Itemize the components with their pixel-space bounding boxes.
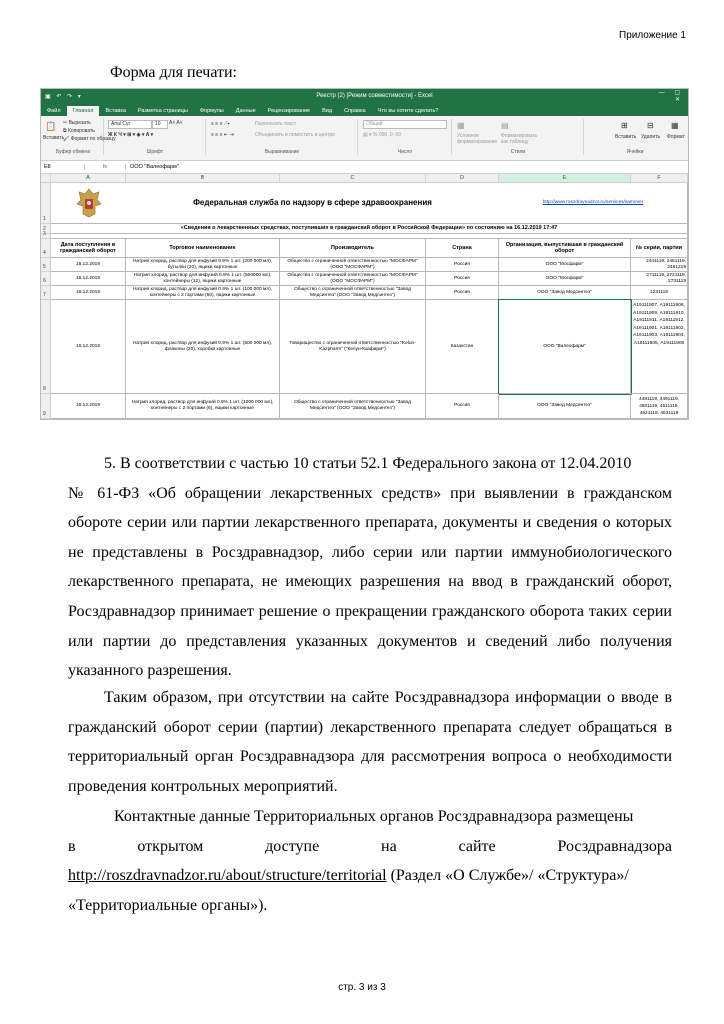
window-controls: — ▢ ✕ xyxy=(658,90,684,103)
page-number: стр. 3 из 3 xyxy=(338,982,386,993)
report-title: «Сведения о лекарственных средствах, поступивших в гражданский оборот в Российской Федерации» по состоянию на 16.12.2019 17:47 xyxy=(51,224,688,234)
tab-data[interactable]: Данные xyxy=(235,108,256,114)
fx-icon[interactable]: fx xyxy=(85,164,126,170)
table-cell-org[interactable]: ООО "Мосфарм" xyxy=(499,258,631,272)
window-title: Реестр (2) [Режим совместимости] - Excel xyxy=(316,93,433,99)
table-cell-org-selected[interactable]: ООО "Валеофарм" xyxy=(499,300,631,394)
tab-help[interactable]: Справка xyxy=(344,108,366,114)
group-styles-caption: Стили xyxy=(510,149,526,155)
insert-cells-button[interactable]: Вставить xyxy=(615,134,637,140)
table-cell-date[interactable]: 16.12.2019 xyxy=(51,300,126,394)
insert-cells-icon: ⊞ xyxy=(621,121,628,130)
row-number: 3 xyxy=(43,231,46,237)
row-header[interactable] xyxy=(41,239,51,258)
table-cell-maker[interactable]: Общество с ограниченной ответственностью "МОСФАРМ" (ООО "МОСФАРМ") xyxy=(280,272,426,286)
row-header[interactable] xyxy=(41,272,51,286)
table-cell-country[interactable]: Россия xyxy=(426,286,499,300)
word: сайте xyxy=(458,837,496,855)
table-cell-date[interactable]: 16.12.2019 xyxy=(51,258,126,272)
row-number: 5 xyxy=(43,264,46,270)
header-date: Дата поступления в гражданский оборот xyxy=(51,239,126,258)
number-buttons[interactable]: ▤ ▾ % 000 ,0 ,00 xyxy=(363,132,402,138)
column-header-f[interactable]: F xyxy=(631,174,688,183)
word: в xyxy=(68,837,76,855)
cut-label: Вырезать xyxy=(68,120,91,126)
group-font-caption: Шрифт xyxy=(146,149,164,155)
column-header-c[interactable]: C xyxy=(280,174,426,183)
merge-center-button[interactable]: Объединить и поместить в центре xyxy=(255,132,335,138)
table-cell-date[interactable]: 16.12.2019 xyxy=(51,272,126,286)
group-number-caption: Число xyxy=(397,149,413,155)
row-header[interactable] xyxy=(41,394,51,419)
corner-select-all[interactable] xyxy=(41,174,51,183)
emblem-cell xyxy=(51,183,126,224)
table-cell-maker[interactable]: Общество с ограниченной ответственностью "МОСФАРМ" (ООО "МОСФАРМ") xyxy=(280,258,426,272)
table-cell-org[interactable]: ООО "Завод Медсинтез" xyxy=(499,286,631,300)
name-box[interactable]: E8 xyxy=(41,164,85,170)
paragraph-1-body: № 61-ФЗ «Об обращении лекарственных средств» при выявлении в гражданском обороте серии или партии лекарственного препарата, документы и сведения о которых не представлены в Росздравнадзор, либо серии или партии иммунобиологического лекарственного препарата, не имеющих разрешения на ввод в гражданский оборот, Росздравнадзор принимает решение о прекращении гражданского оборота таких серии или партии до представления указанных документов и сведений либо получения указанного разрешения. xyxy=(68,484,672,680)
tab-view[interactable]: Вид xyxy=(322,108,333,114)
table-cell-name[interactable]: Натрия хлорид, раствор для инфузий 0.9% 1 шт. (200 000 мл), бутылки (20), ящики картонные xyxy=(126,258,280,272)
table-cell-series[interactable]: 4481119, 4491119, 4501119, 4511119, 4521119, 4531119 xyxy=(631,394,688,419)
paragraph-3-tail xyxy=(68,861,672,920)
row-number: 2 xyxy=(43,226,46,232)
align-horizontal-icons[interactable]: ≡ ≡ ≡ ⇤ ⇥ xyxy=(211,132,234,138)
tab-page-layout[interactable]: Разметка страницы xyxy=(137,108,188,114)
group-alignment-caption: Выравнивание xyxy=(264,149,300,155)
table-cell-maker[interactable]: Товарищество с ограниченной ответственностью "Kelun-Kazpharm" ("Келун-Казфарм") xyxy=(280,300,426,394)
group-cells xyxy=(585,119,685,155)
header-manufacturer: Производитель xyxy=(280,239,426,258)
russian-emblem-icon xyxy=(75,186,103,220)
row-number: 9 xyxy=(43,411,46,417)
tab-formulas[interactable]: Формулы xyxy=(199,108,224,114)
column-header-a[interactable]: A xyxy=(51,174,126,183)
table-cell-series[interactable]: А19111907, А19111908, А19111909, А19111910, А19111911, А19111912, А19111901, А19111902, А19111903, А19111904, А19111905, А19111906 xyxy=(631,300,688,394)
paragraph-3-tail-text: (Раздел «О Службе»/ «Структура»/ «Территориальные органы»). xyxy=(68,867,629,914)
quick-access-icons: ▣ ↶ ↷ ▾ xyxy=(45,93,83,100)
paragraph-1-first-line: 5. В соответствии с частью 10 статьи 52.1 Федерального закона от 12.04.2010 xyxy=(104,455,632,472)
table-cell-country[interactable]: Россия xyxy=(426,394,499,419)
table-cell-maker[interactable]: Общество с ограниченной ответственностью "Завод Медсинтез" (ООО "Завод Медсинтез") xyxy=(280,394,426,419)
table-cell-series[interactable]: 2441119, 2451119, 2461219 xyxy=(631,258,688,272)
worksheet-grid[interactable] xyxy=(41,174,688,419)
table-cell-name[interactable]: Натрия хлорид, раствор для инфузий 0.9% 1 шт. (100 000 мл), контейнеры с 2 портами (50), ящики картонные xyxy=(126,286,280,300)
paragraph-2: Таким образом, при отсутствии на сайте Росздравнадзора информации о вводе в гражданский оборот серии (партии) лекарственного препарата следует обращаться в территориальный орган Росздравнадзора для рассмотрения вопроса о необходимости проведения контрольных мероприятий. xyxy=(68,689,672,795)
form-title: Форма для печати: xyxy=(110,64,237,81)
tab-file[interactable]: Файл xyxy=(47,108,61,114)
table-cell-name[interactable]: Натрия хлорид, раствор для инфузий 0.9% 1 шт. (1000 000 мл), контейнеры с 2 портами (6), ящики картонные xyxy=(126,394,280,419)
copy-button[interactable]: ⧉ Копировать xyxy=(63,128,95,134)
word: на xyxy=(381,837,397,855)
row-number: 8 xyxy=(43,386,46,392)
territorial-link[interactable]: http://roszdravnadzor.ru/about/structure/territorial xyxy=(68,867,387,885)
group-alignment xyxy=(207,119,358,155)
excel-screenshot xyxy=(40,88,689,420)
paragraph-3-spaced-line xyxy=(68,832,672,862)
formula-bar xyxy=(41,161,688,174)
tab-home[interactable]: Главная xyxy=(67,106,100,116)
column-header-b[interactable]: B xyxy=(126,174,280,183)
group-styles xyxy=(453,119,584,155)
format-painter-label: Формат по образцу xyxy=(70,136,116,142)
format-painter-button[interactable]: 🖌 Формат по образцу xyxy=(63,136,116,142)
table-cell-series[interactable]: 2711119, 2721119, 2731119 xyxy=(631,272,688,286)
table-cell-org[interactable]: ООО "Завод Медсинтез" xyxy=(499,394,631,419)
row-header[interactable] xyxy=(41,300,51,394)
tab-review[interactable]: Рецензирование xyxy=(267,108,311,114)
format-cells-button[interactable]: Формат xyxy=(667,134,685,140)
row-header[interactable] xyxy=(41,258,51,272)
conditional-format-button[interactable]: Условное форматирование xyxy=(457,133,498,145)
delete-cells-icon: ⊟ xyxy=(647,121,654,130)
row-number: 6 xyxy=(43,278,46,284)
group-font xyxy=(105,119,206,155)
row-header[interactable] xyxy=(41,286,51,300)
conditional-format-icon: ▦ xyxy=(457,121,465,130)
word: открытом xyxy=(137,837,204,855)
header-series: № серии, партии xyxy=(631,239,688,258)
row-number: 7 xyxy=(43,292,46,298)
excel-titlebar xyxy=(41,89,688,103)
group-clipboard-caption: Буфер обмена xyxy=(56,149,90,155)
group-cells-caption: Ячейки xyxy=(626,149,644,155)
paste-icon: 📋 xyxy=(45,121,57,131)
table-cell-maker[interactable]: Общество с ограниченной ответственностью "Завод Медсинтез" (ООО "Завод Медсинтез") xyxy=(280,286,426,300)
paragraph-1 xyxy=(68,449,672,686)
table-cell-country[interactable]: Россия xyxy=(426,272,499,286)
table-cell-country[interactable]: Казахстан xyxy=(426,300,499,394)
paragraph-3 xyxy=(68,802,672,920)
delete-cells-button[interactable]: Удалить xyxy=(641,134,661,140)
table-cell-date[interactable]: 16.12.2019 xyxy=(51,394,126,419)
format-table-icon: ▤ xyxy=(501,121,509,130)
tab-insert[interactable]: Вставка xyxy=(105,108,126,114)
group-clipboard xyxy=(43,119,116,155)
ribbon xyxy=(41,116,688,161)
group-number xyxy=(359,119,452,155)
header-country: Страна xyxy=(426,239,499,258)
formula-input[interactable]: ООО "Валеофарм" xyxy=(130,164,179,170)
paragraph-3-first-line: Контактные данные Территориальных органов Росздравнадзора размещены xyxy=(114,808,634,825)
font-size-select[interactable]: 10 xyxy=(152,120,168,129)
header-trade-name: Торговое наименование xyxy=(126,239,280,258)
format-as-table-button[interactable]: Форматировать как таблицу xyxy=(501,133,538,145)
table-cell-name[interactable]: Натрия хлорид, раствор для инфузий 0.9% 1 шт. (500 000 мл), флаконы (20), коробки картонные xyxy=(126,300,280,394)
paste-button[interactable]: Вставить xyxy=(43,135,65,141)
table-cell-name[interactable]: Натрия хлорид, раствор для инфузий 0.9% 1 шт. (500000 мл), контейнеры (12), ящики картонные xyxy=(126,272,280,286)
column-header-e[interactable]: E xyxy=(499,174,631,183)
copy-label: Копировать xyxy=(67,128,95,134)
grow-shrink-icons[interactable]: A˄ A˅ xyxy=(169,120,183,126)
word: доступе xyxy=(265,837,320,855)
row-number: 4 xyxy=(43,250,46,256)
table-cell-country[interactable]: Россия xyxy=(426,258,499,272)
font-name-select[interactable]: Arial Cyr xyxy=(108,120,152,129)
row-header[interactable] xyxy=(41,183,51,224)
column-header-d[interactable]: D xyxy=(426,174,499,183)
agency-title: Федеральная служба по надзору в сфере здравоохранения xyxy=(126,183,499,224)
table-cell-series[interactable]: 1231119 xyxy=(631,286,688,300)
word: Росздравнадзора xyxy=(557,837,672,855)
align-top-icons[interactable]: ≡ ≡ ≡ ⟋▾ xyxy=(211,121,230,127)
table-cell-date[interactable]: 16.12.2019 xyxy=(51,286,126,300)
bold-italic-underline-buttons[interactable]: Ж К Ч ▾ ⊞ ▾ ◈ ▾ A ▾ xyxy=(108,132,154,138)
appendix-label: Приложение 1 xyxy=(619,30,686,41)
table-cell-org[interactable]: ООО "Мосфарм" xyxy=(499,272,631,286)
cut-button[interactable]: ✂ Вырезать xyxy=(63,120,91,126)
ribbon-tabs xyxy=(41,103,688,116)
row-number: 1 xyxy=(43,216,46,222)
wrap-text-button[interactable]: Переносить текст xyxy=(255,121,297,127)
tell-me-search[interactable]: Что вы хотите сделать? xyxy=(377,108,439,114)
header-organization: Организация, выпустившая в гражданский оборот xyxy=(499,239,631,258)
website-link[interactable]: http://www.roszdravnadzor.ru/services/samover xyxy=(499,183,688,224)
format-cells-icon: ▦ xyxy=(671,121,679,130)
number-format-select[interactable]: Общий xyxy=(363,120,447,129)
